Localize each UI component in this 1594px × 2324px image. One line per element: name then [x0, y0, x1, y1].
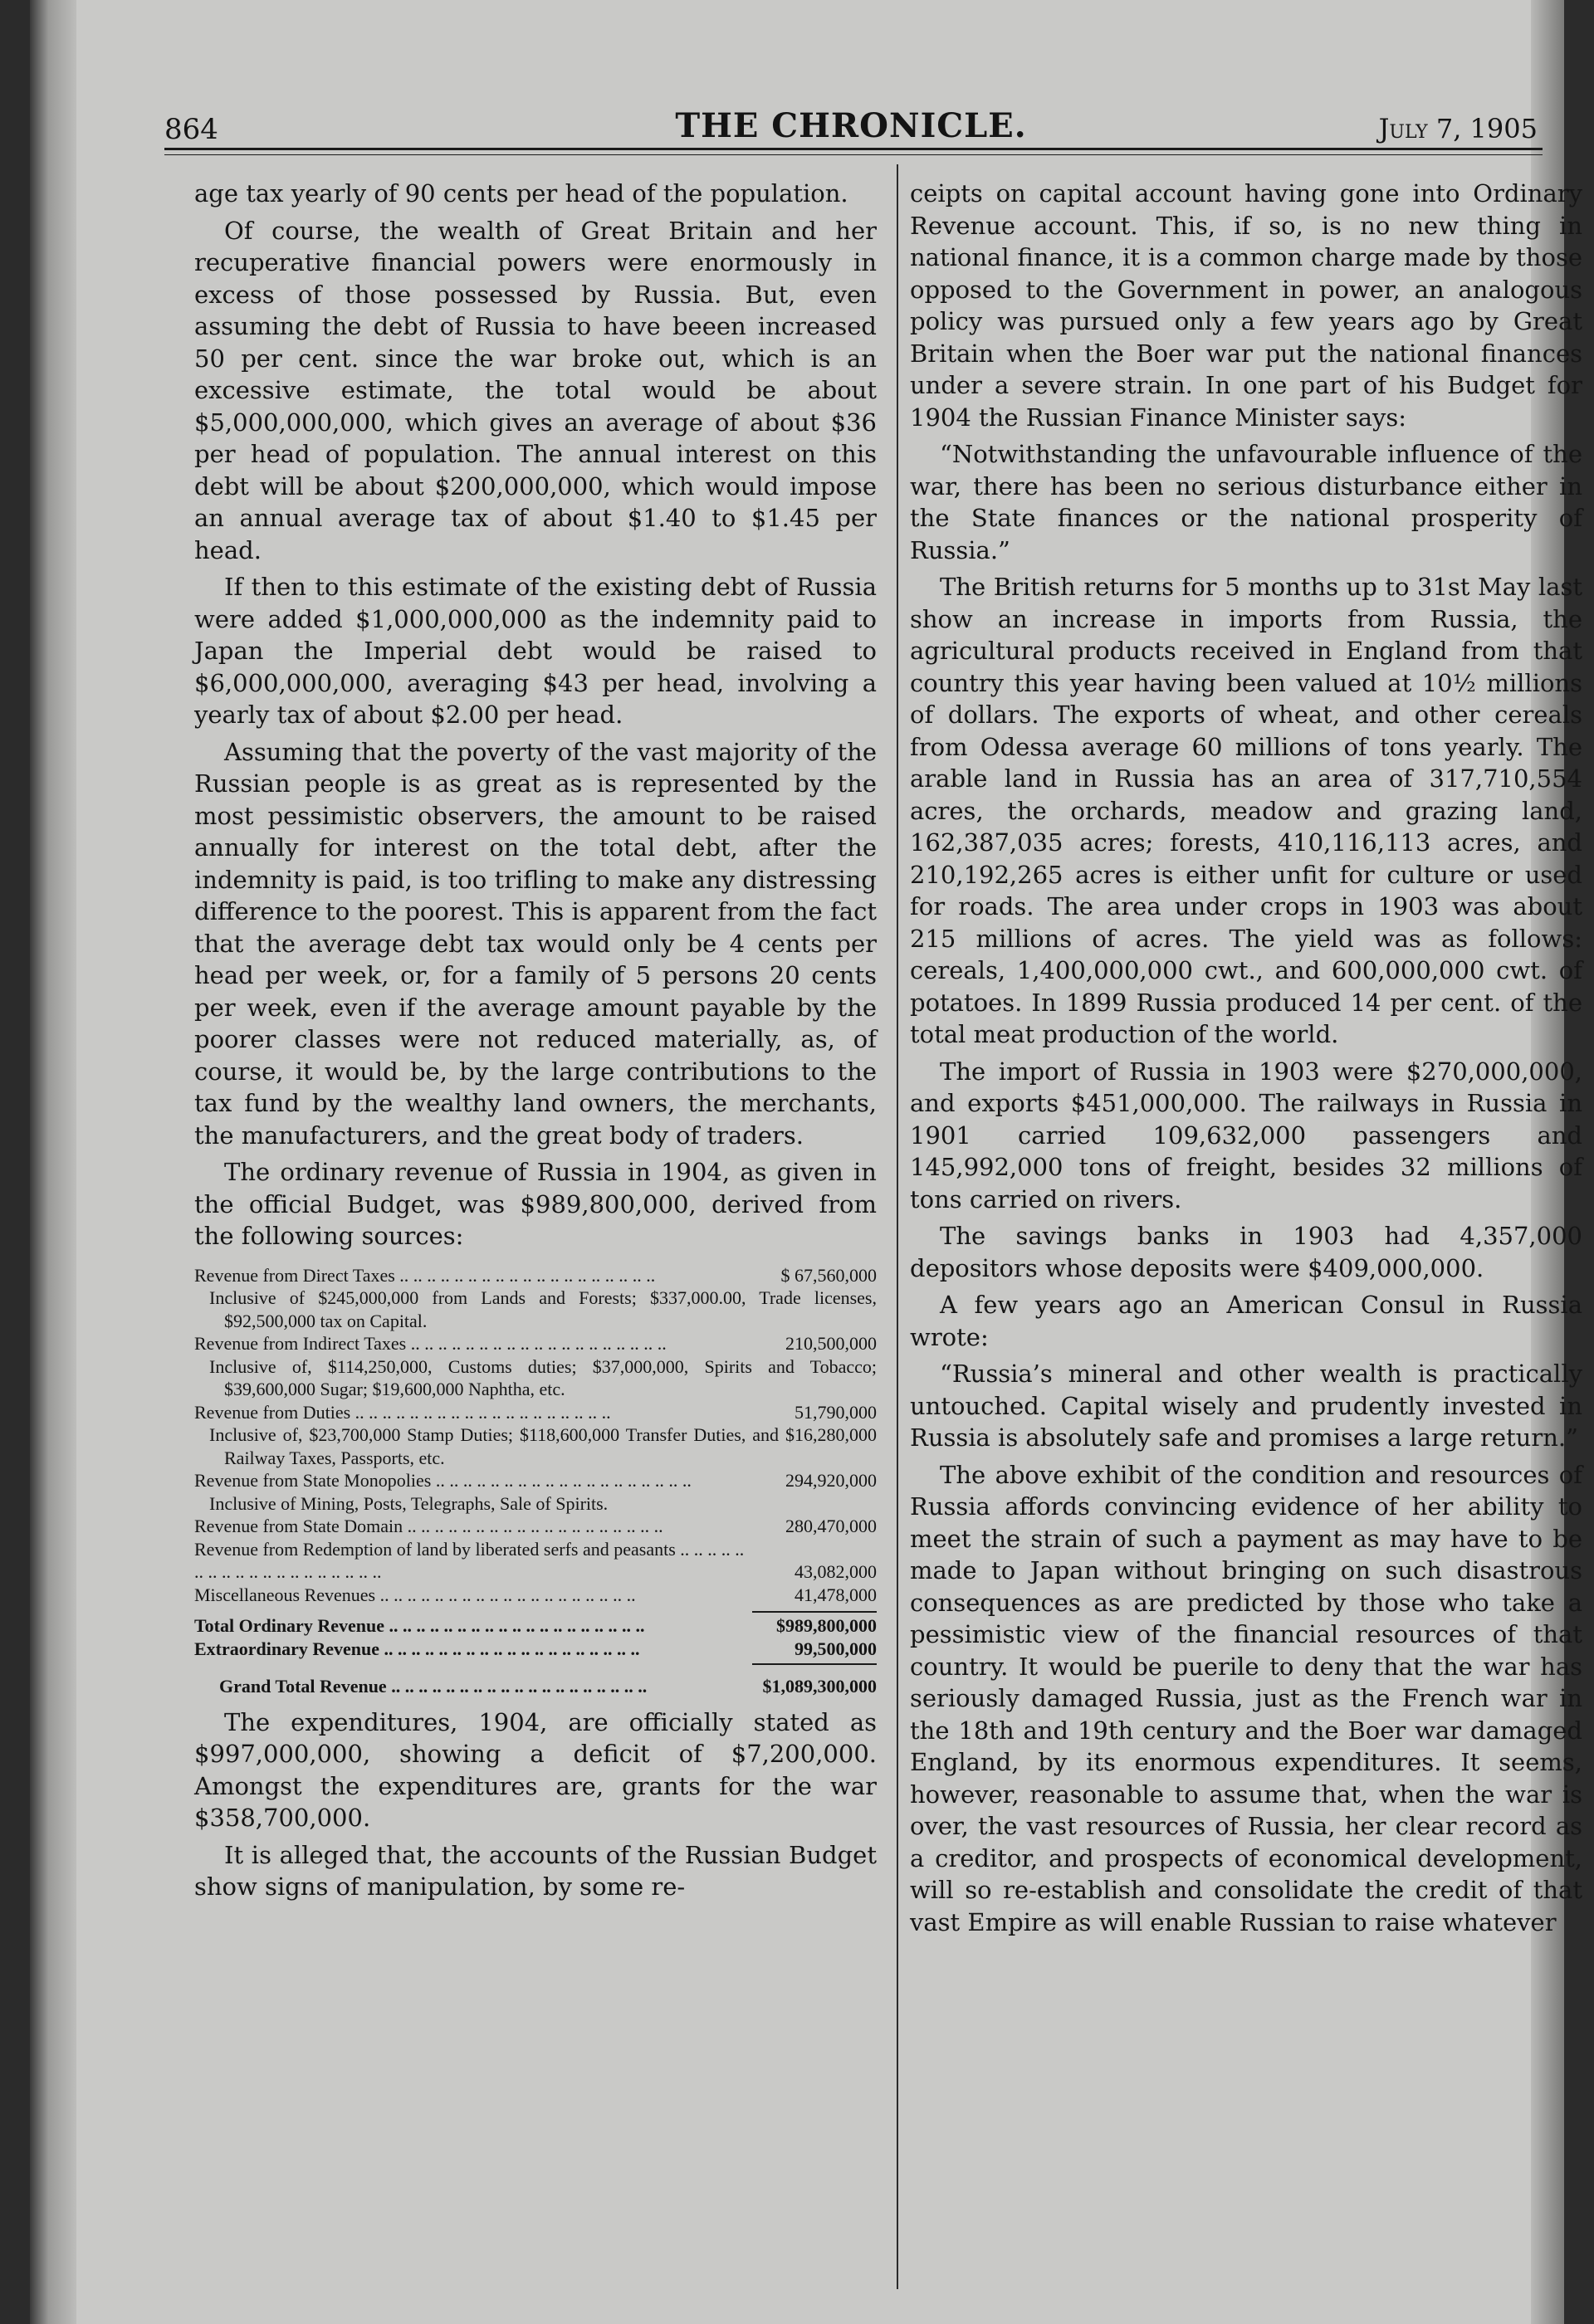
revenue-label: Revenue from Indirect Taxes .. ..	[194, 1332, 757, 1355]
revenue-label: Grand Total Revenue .. ..	[194, 1675, 757, 1698]
revenue-row	[194, 1401, 877, 1424]
paragraph: The British returns for 5 months up to 31st May last show an increase in imports from Russia, the agricultural products received in England from that country this year having been valued at 10½ millions of dollars. The exports of wheat, and other cereals from Odessa average 60 millions of tons yearly. The arable land in Russia has an area of 317,710,554 acres, the orchards, meadow and grazing land, 162,387,035 acres; forests, 410,116,113 acres, and 210,192,265 acres is either unfit for culture or used for roads. The area under crops in 1903 was about 215 millions of acres. The yield was as follows: cereals, 1,400,000,000 cwt., and 600,000,000 cwt. of potatoes. In 1899 Russia produced 14 per cent. of the total meat production of the world.	[910, 573, 1582, 1048]
paragraph: A few years ago an American Consul in Russia wrote:	[910, 1291, 1582, 1351]
masthead: THE CHRONICLE.	[675, 106, 1027, 145]
right-column	[910, 178, 1582, 1938]
revenue-row	[194, 1515, 877, 1538]
revenue-amount: $1,089,300,000	[762, 1676, 877, 1697]
paragraph: The above exhibit of the condition and resources of Russia affords convincing evidence of her ability to meet the strain of such a payment as may have to be made to Japan without bringing on such disastrous consequences as are predicted by those who take a pessimistic view of the financial resources of that country. It would be puerile to deny that the war has seriously damaged Russia, just as the French war in the 18th and 19th century and the Boer war damaged England, by its enormous expenditures. It seems, however, reasonable to assume that, when the war is over, the vast resources of Russia, her clear record as a creditor, and prospects of economical development, will so re-establish and consolidate the credit of that vast Empire as will enable Russian to raise whatever	[910, 1460, 1582, 1936]
revenue-label: Revenue from Redemption of land by liberated serfs and peasants .. ..	[194, 1538, 757, 1584]
revenue-label: Revenue from Direct Taxes .. ..	[194, 1264, 757, 1287]
revenue-amount: 99,500,000	[795, 1638, 877, 1659]
revenue-row	[194, 1584, 877, 1607]
binding-edge	[30, 0, 76, 2324]
revenue-label: Revenue from Duties .. ..	[194, 1401, 757, 1424]
revenue-row	[194, 1638, 877, 1661]
revenue-label: Miscellaneous Revenues .. ..	[194, 1584, 757, 1607]
grand-total-row	[194, 1675, 877, 1698]
revenue-detail: Inclusive of Mining, Posts, Telegraphs, Sale of Spirits.	[209, 1492, 609, 1514]
revenue-amount: $989,800,000	[776, 1615, 877, 1636]
paragraph: Assuming that the poverty of the vast majority of the Russian people is as great as is represented by the most pessimistic observers, the amount to be raised annually for interest on the total debt, after the indemnity is paid, is too trifling to make any distressing difference to the poorest. This is apparent from the fact that the average debt tax would only be 4 cents per head per week, or, for a family of 5 persons 20 cents per week, even if the average amount payable by the poorer classes were not reduced materially, as, of course, it would be, by the large contributions to the tax fund by the wealthy land owners, the merchants, the manufacturers, and the great body of traders.	[194, 737, 877, 1150]
paragraph: The expenditures, 1904, are officially stated as $997,000,000, showing a deficit of $7,200,000. Amongst the expenditures are, grants for the war $358,700,000.	[194, 1707, 877, 1832]
paragraph: If then to this estimate of the existing debt of Russia were added $1,000,000,000 as the indemnity paid to Japan the Imperial debt would be raised to $6,000,000,000, averaging $43 per head, involving a yearly tax of about $2.00 per head.	[194, 573, 877, 729]
page-number: 864	[164, 113, 218, 146]
left-column	[194, 178, 877, 1903]
quotation: “Notwithstanding the unfavourable influence of the war, there has been no serious disturbance either in the State finances or the national prosperity of Russia.”	[910, 440, 1582, 564]
quotation: “Russia’s mineral and other wealth is practically untouched. Capital wisely and prudently invested in Russia is absolutely safe and promises a large return.”	[910, 1360, 1582, 1452]
revenue-table	[194, 1264, 877, 1698]
paragraph: The savings banks in 1903 had 4,357,000 depositors whose deposits were $409,000,000.	[910, 1222, 1582, 1282]
sum-rule	[752, 1611, 877, 1613]
revenue-row	[194, 1538, 877, 1584]
issue-date: July 7, 1905	[1378, 113, 1538, 144]
revenue-detail: Inclusive of, $23,700,000 Stamp Duties; $118,600,000 Transfer Duties, and $16,280,000 Railway Taxes, Passports, etc.	[209, 1424, 877, 1468]
paragraph: age tax yearly of 90 cents per head of the population.	[194, 179, 848, 208]
revenue-amount: $ 67,560,000	[780, 1264, 877, 1286]
sum-rule	[752, 1663, 877, 1665]
revenue-amount: 280,470,000	[785, 1516, 877, 1536]
revenue-detail: Inclusive of, $114,250,000, Customs duties; $37,000,000, Spirits and Tobacco; $39,600,000 Sugar; $19,600,000 Naphtha, etc.	[209, 1355, 877, 1399]
revenue-label: Extraordinary Revenue .. ..	[194, 1638, 757, 1661]
revenue-label: Total Ordinary Revenue .. ..	[194, 1614, 757, 1638]
revenue-amount: 210,500,000	[785, 1333, 877, 1354]
revenue-detail: Inclusive of $245,000,000 from Lands and Forests; $337,000.00, Trade licenses, $92,500,000 tax on Capital.	[209, 1287, 877, 1331]
paragraph: ceipts on capital account having gone into Ordinary Revenue account. This, if so, is no new thing in national finance, it is a common charge made by those opposed to the Government in power, an analogous policy was pursued only a few years ago by Great Britain when the Boer war put the national finances under a severe strain. In one part of his Budget for 1904 the Russian Finance Minister says:	[910, 179, 1582, 432]
paragraph: The ordinary revenue of Russia in 1904, as given in the official Budget, was $989,800,000, derived from the following sources:	[194, 1158, 877, 1250]
revenue-label: Revenue from State Domain .. ..	[194, 1515, 757, 1538]
revenue-row	[194, 1264, 877, 1287]
header-rule	[164, 148, 1543, 150]
page-header	[164, 106, 1538, 149]
revenue-amount: 41,478,000	[795, 1584, 877, 1605]
revenue-total-row	[194, 1614, 877, 1638]
revenue-label: Revenue from State Monopolies .. ..	[194, 1469, 757, 1492]
revenue-row	[194, 1469, 877, 1492]
paragraph: Of course, the wealth of Great Britain and her recuperative financial powers were enormously in excess of those possessed by Russia. But, even assuming the debt of Russia to have beeen increased 50 per cent. since the war broke out, which is an excessive estimate, the total would be about $5,000,000,000, which gives an average of about $36 per head of population. The annual interest on this debt will be about $200,000,000, which would impose an annual average tax of about $1.40 to $1.45 per head.	[194, 216, 877, 564]
header-rule-thin	[164, 154, 1543, 155]
revenue-row	[194, 1332, 877, 1355]
revenue-amount: 43,082,000	[795, 1561, 877, 1582]
revenue-amount: 294,920,000	[785, 1470, 877, 1491]
paragraph: It is alleged that, the accounts of the Russian Budget show signs of manipulation, by some re-	[194, 1840, 877, 1901]
newspaper-page	[30, 0, 1582, 2324]
revenue-amount: 51,790,000	[795, 1401, 877, 1423]
column-divider	[897, 164, 898, 2289]
paragraph: The import of Russia in 1903 were $270,000,000, and exports $451,000,000. The railways in Russia in 1901 carried 109,632,000 passengers and 145,992,000 tons of freight, besides 32 millions of tons carried on rivers.	[910, 1057, 1582, 1213]
